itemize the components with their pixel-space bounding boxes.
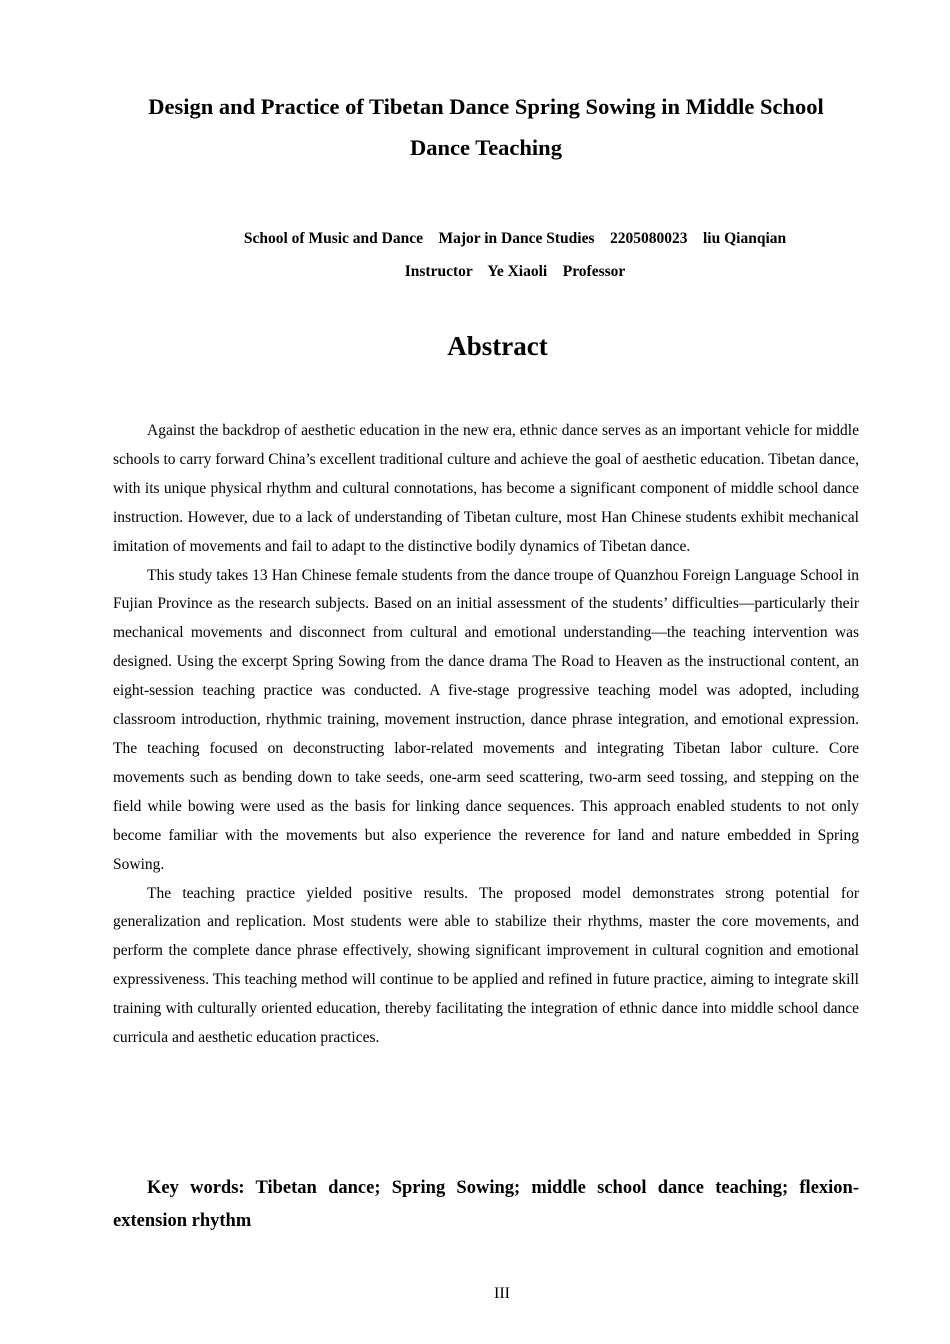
paper-title xyxy=(100,86,872,168)
paper-title-line-1: Design and Practice of Tibetan Dance Spring Sowing in Middle School xyxy=(148,94,824,119)
author-line: School of Music and Dance Major in Dance Studies 2205080023 liu Qianqian xyxy=(243,230,787,247)
keywords-label: Key words: xyxy=(147,1178,245,1198)
abstract-paragraph-1: Against the backdrop of aesthetic education in the new era, ethnic dance serves as an important vehicle for middle schools to carry forward China’s excellent traditional culture and achieve the goal of aesthetic education. Tibetan dance, with its unique physical rhythm and cultural connotations, has become a significant component of middle school dance instruction. However, due to a lack of understanding of Tibetan culture, most Han Chinese students exhibit mechanical imitation of movements and fail to adapt to the distinctive bodily dynamics of Tibetan dance. xyxy=(113,422,859,555)
page-number: III xyxy=(494,1285,510,1302)
keywords xyxy=(113,1172,859,1237)
abstract-body xyxy=(113,417,859,1053)
author-info xyxy=(100,222,930,288)
instructor-line: Instructor Ye Xiaoli Professor xyxy=(404,263,626,280)
keywords-text: Tibetan dance; Spring Sowing; middle school dance teaching; flexion-extension rhythm xyxy=(113,1178,860,1231)
paper-title-line-2: Dance Teaching xyxy=(410,135,562,160)
abstract-heading: Abstract xyxy=(447,331,548,361)
abstract-paragraph-2: This study takes 13 Han Chinese female students from the dance troupe of Quanzhou Foreign Language School in Fujian Province as the research subjects. Based on an initial assessment of the students’ difficulties—particularly their mechanical movements and disconnect from cultural and emotional understanding—the teaching intervention was designed. Using the excerpt Spring Sowing from the dance drama The Road to Heaven as the instructional content, an eight-session teaching practice was conducted. A five-stage progressive teaching model was adopted, including classroom introduction, rhythmic training, movement instruction, dance phrase integration, and emotional expression. The teaching focused on deconstructing labor-related movements and integrating Tibetan labor culture. Core movements such as bending down to take seeds, one-arm seed scattering, two-arm seed tossing, and stepping on the field while bowing were used as the basis for linking dance sequences. This approach enabled students to not only become familiar with the movements but also experience the reverence for land and nature embedded in Spring Sowing. xyxy=(113,566,859,873)
abstract-paragraph-3: The teaching practice yielded positive results. The proposed model demonstrates strong potential for generalization and replication. Most students were able to stabilize their rhythms, master the core movements, and perform the complete dance phrase effectively, showing significant improvement in cultural cognition and emotional expressiveness. This teaching method will continue to be applied and refined in future practice, aiming to integrate skill training with culturally oriented education, thereby facilitating the integration of ethnic dance into middle school dance curricula and aesthetic education practices. xyxy=(113,884,859,1047)
